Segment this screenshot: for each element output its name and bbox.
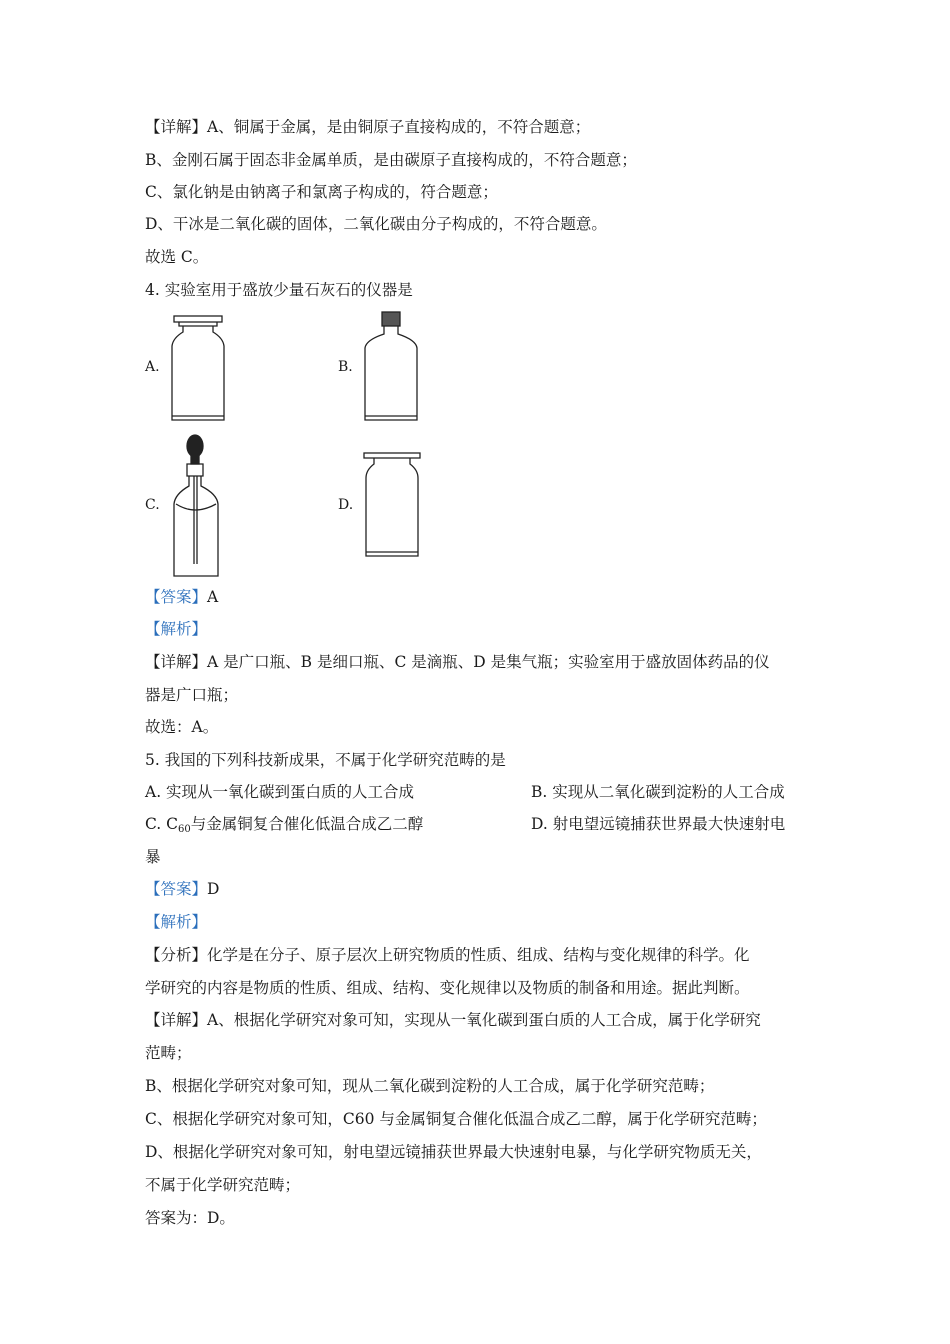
q5-option-c-prefix: C. C — [145, 815, 179, 833]
q4-detail-line-2: 器是广口瓶； — [145, 686, 239, 704]
option-a-label: A. — [145, 359, 160, 375]
analysis-head: 【分析】 — [145, 946, 208, 964]
q4-detail-line-1 — [145, 652, 770, 672]
q5-option-d-wrap: 暴 — [145, 848, 161, 866]
answer-line — [145, 587, 218, 607]
answer-value: A — [207, 588, 219, 606]
q5-option-a: A. 实现从一氧化碳到蛋白质的人工合成 — [145, 783, 415, 801]
analysis-tag: 【解析】 — [145, 620, 208, 638]
detail-line-1 — [145, 117, 590, 137]
answer-tag: 【答案】 — [145, 588, 208, 606]
analysis-text: 化学是在分子、原子层次上研究物质的性质、组成、结构与变化规律的科学。化 — [207, 946, 750, 964]
detail-text: A 是广口瓶、B 是细口瓶、C 是滴瓶、D 是集气瓶；实验室用于盛放固体药品的仪 — [207, 653, 770, 671]
detail-tag: 【详解】 — [145, 653, 208, 671]
q5-detail-line-3: C、根据化学研究对象可知，C60 与金属铜复合催化低温合成乙二醇，属于化学研究范畴； — [145, 1110, 767, 1128]
q5-detail-line-1b: 范畴； — [145, 1044, 192, 1062]
option-d-label: D. — [338, 497, 354, 513]
detail-line-4: D、干冰是二氧化碳的固体，二氧化碳由分子构成的，不符合题意。 — [145, 215, 607, 233]
question-4-stem: 4. 实验室用于盛放少量石灰石的仪器是 — [145, 281, 413, 299]
q5-analysis-tag: 【解析】 — [145, 913, 208, 931]
narrow-mouth-bottle-icon — [358, 310, 424, 424]
question-5-stem: 5. 我国的下列科技新成果，不属于化学研究范畴的是 — [145, 751, 506, 769]
q5-answer-line — [145, 879, 219, 899]
detail-tag: 【详解】 — [145, 118, 208, 136]
q5-option-c-text: 与金属铜复合催化低温合成乙二醇 — [190, 815, 424, 833]
detail-tag: 【详解】 — [145, 1011, 208, 1029]
q5-analysis-line-2: 学研究的内容是物质的性质、组成、结构、变化规律以及物质的制备和用途。据此判断。 — [145, 979, 750, 997]
q5-detail-line-4b: 不属于化学研究范畴； — [145, 1176, 301, 1194]
q4-conclusion: 故选：A。 — [145, 718, 219, 736]
q5-detail-line-2: B、根据化学研究对象可知，现从二氧化碳到淀粉的人工合成，属于化学研究范畴； — [145, 1077, 715, 1095]
option-b-label: B. — [338, 359, 353, 375]
gas-collecting-bottle-icon — [360, 450, 424, 560]
detail-text: A、根据化学研究对象可知，实现从一氧化碳到蛋白质的人工合成，属于化学研究 — [207, 1011, 761, 1029]
detail-line-2: B、金刚石属于固态非金属单质，是由碳原子直接构成的，不符合题意； — [145, 151, 637, 169]
q5-detail-line-1 — [145, 1010, 761, 1030]
q5-option-c — [145, 814, 423, 840]
dropper-bottle-icon — [170, 432, 226, 580]
answer-value: D — [207, 880, 220, 898]
option-c-label: C. — [145, 497, 160, 513]
q5-conclusion: 答案为：D。 — [145, 1209, 235, 1227]
q5-option-c-subscript: 60 — [178, 824, 191, 835]
detail-conclusion: 故选 C。 — [145, 248, 209, 266]
q5-option-d: D. 射电望远镜捕获世界最大快速射电 — [531, 815, 786, 833]
detail-text: A、铜属于金属，是由铜原子直接构成的，不符合题意； — [207, 118, 591, 136]
q5-analysis-line-1 — [145, 945, 750, 965]
wide-mouth-bottle-icon — [165, 312, 231, 422]
answer-tag: 【答案】 — [145, 880, 208, 898]
q5-detail-line-4: D、根据化学研究对象可知，射电望远镜捕获世界最大快速射电暴，与化学研究物质无关， — [145, 1143, 762, 1161]
detail-line-3: C、氯化钠是由钠离子和氯离子构成的，符合题意； — [145, 183, 498, 201]
q5-option-b: B. 实现从二氧化碳到淀粉的人工合成 — [531, 783, 785, 801]
